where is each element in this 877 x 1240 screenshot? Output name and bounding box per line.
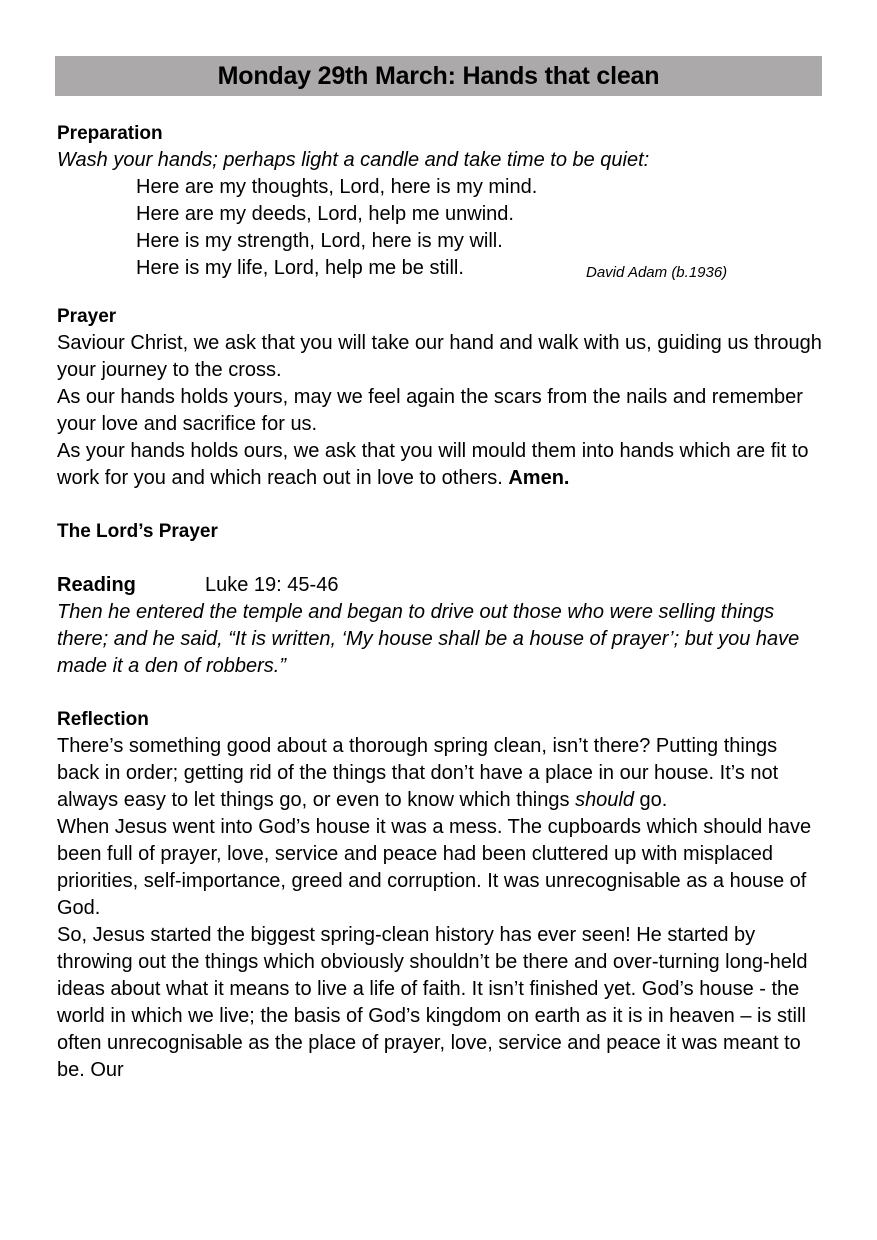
verse-line: Here are my thoughts, Lord, here is my mind.	[136, 176, 538, 198]
heading-reflection: Reflection	[57, 709, 149, 730]
spacer	[57, 545, 822, 572]
prayer-paragraph-final	[57, 438, 822, 492]
heading-preparation: Preparation	[57, 123, 163, 144]
heading-lords-prayer: The Lord’s Prayer	[57, 521, 218, 542]
prayer-paragraph-text: As your hands holds ours, we ask that you will mould them into hands which are fit to work for you and which reach out in love to others.	[57, 440, 809, 489]
title-banner	[55, 56, 822, 96]
reflection-paragraph-1	[57, 733, 822, 814]
preparation-verse	[57, 174, 822, 282]
spacer	[57, 492, 822, 519]
reflection-emphasis: should	[575, 789, 634, 811]
page-title: Monday 29th March: Hands that clean	[217, 61, 660, 90]
document-body	[57, 121, 822, 1084]
verse-attribution: David Adam (b.1936)	[586, 264, 728, 281]
verse-line: Here is my strength, Lord, here is my will.	[136, 230, 503, 252]
reflection-text-before-emphasis: There’s something good about a thorough spring clean, isn’t there? Putting things back in order; getting rid of the things that don’t have a place in our house. It’s not always easy to let things go, or even to know which things	[57, 735, 779, 811]
reading-reference: Luke 19: 45-46	[205, 574, 339, 596]
reflection-paragraph-2: When Jesus went into God’s house it was a mess. The cupboards which should have been full of prayer, love, service and peace had been cluttered up with misplaced priorities, self-importance, greed and corruption. It was unrecognisable as a house of God.	[57, 816, 812, 919]
prayer-paragraph: As our hands holds yours, may we feel again the scars from the nails and remember your love and sacrifice for us.	[57, 386, 803, 435]
verse-line: Here are my deeds, Lord, help me unwind.	[136, 203, 514, 225]
verse-line-with-attribution	[136, 255, 822, 282]
verse-line-text: Here is my life, Lord, help me be still.	[136, 257, 464, 279]
reflection-text-after-emphasis: go.	[634, 789, 668, 811]
reading-row	[57, 572, 822, 599]
preparation-instruction: Wash your hands; perhaps light a candle and take time to be quiet:	[57, 149, 650, 171]
prayer-paragraph: Saviour Christ, we ask that you will take our hand and walk with us, guiding us through your journey to the cross.	[57, 332, 822, 381]
reading-passage: Then he entered the temple and began to drive out those who were selling things there; and he said, “It is written, ‘My house shall be a house of prayer’; but you have made it a den of robbers.”	[57, 601, 800, 677]
prayer-amen: Amen.	[508, 467, 570, 489]
heading-reading: Reading	[57, 574, 136, 596]
spacer	[57, 680, 822, 707]
reflection-paragraph-3: So, Jesus started the biggest spring-clean history has ever seen! He started by throwing out the things which obviously shouldn’t be there and over-turning long-held ideas about what it means to live a life of faith. It isn’t finished yet. God’s house - the world in which we live; the basis of God’s kingdom on earth as it is in heaven – is still often unrecognisable as the place of prayer, love, service and peace it was meant to be. Our	[57, 924, 808, 1081]
heading-prayer: Prayer	[57, 306, 117, 327]
